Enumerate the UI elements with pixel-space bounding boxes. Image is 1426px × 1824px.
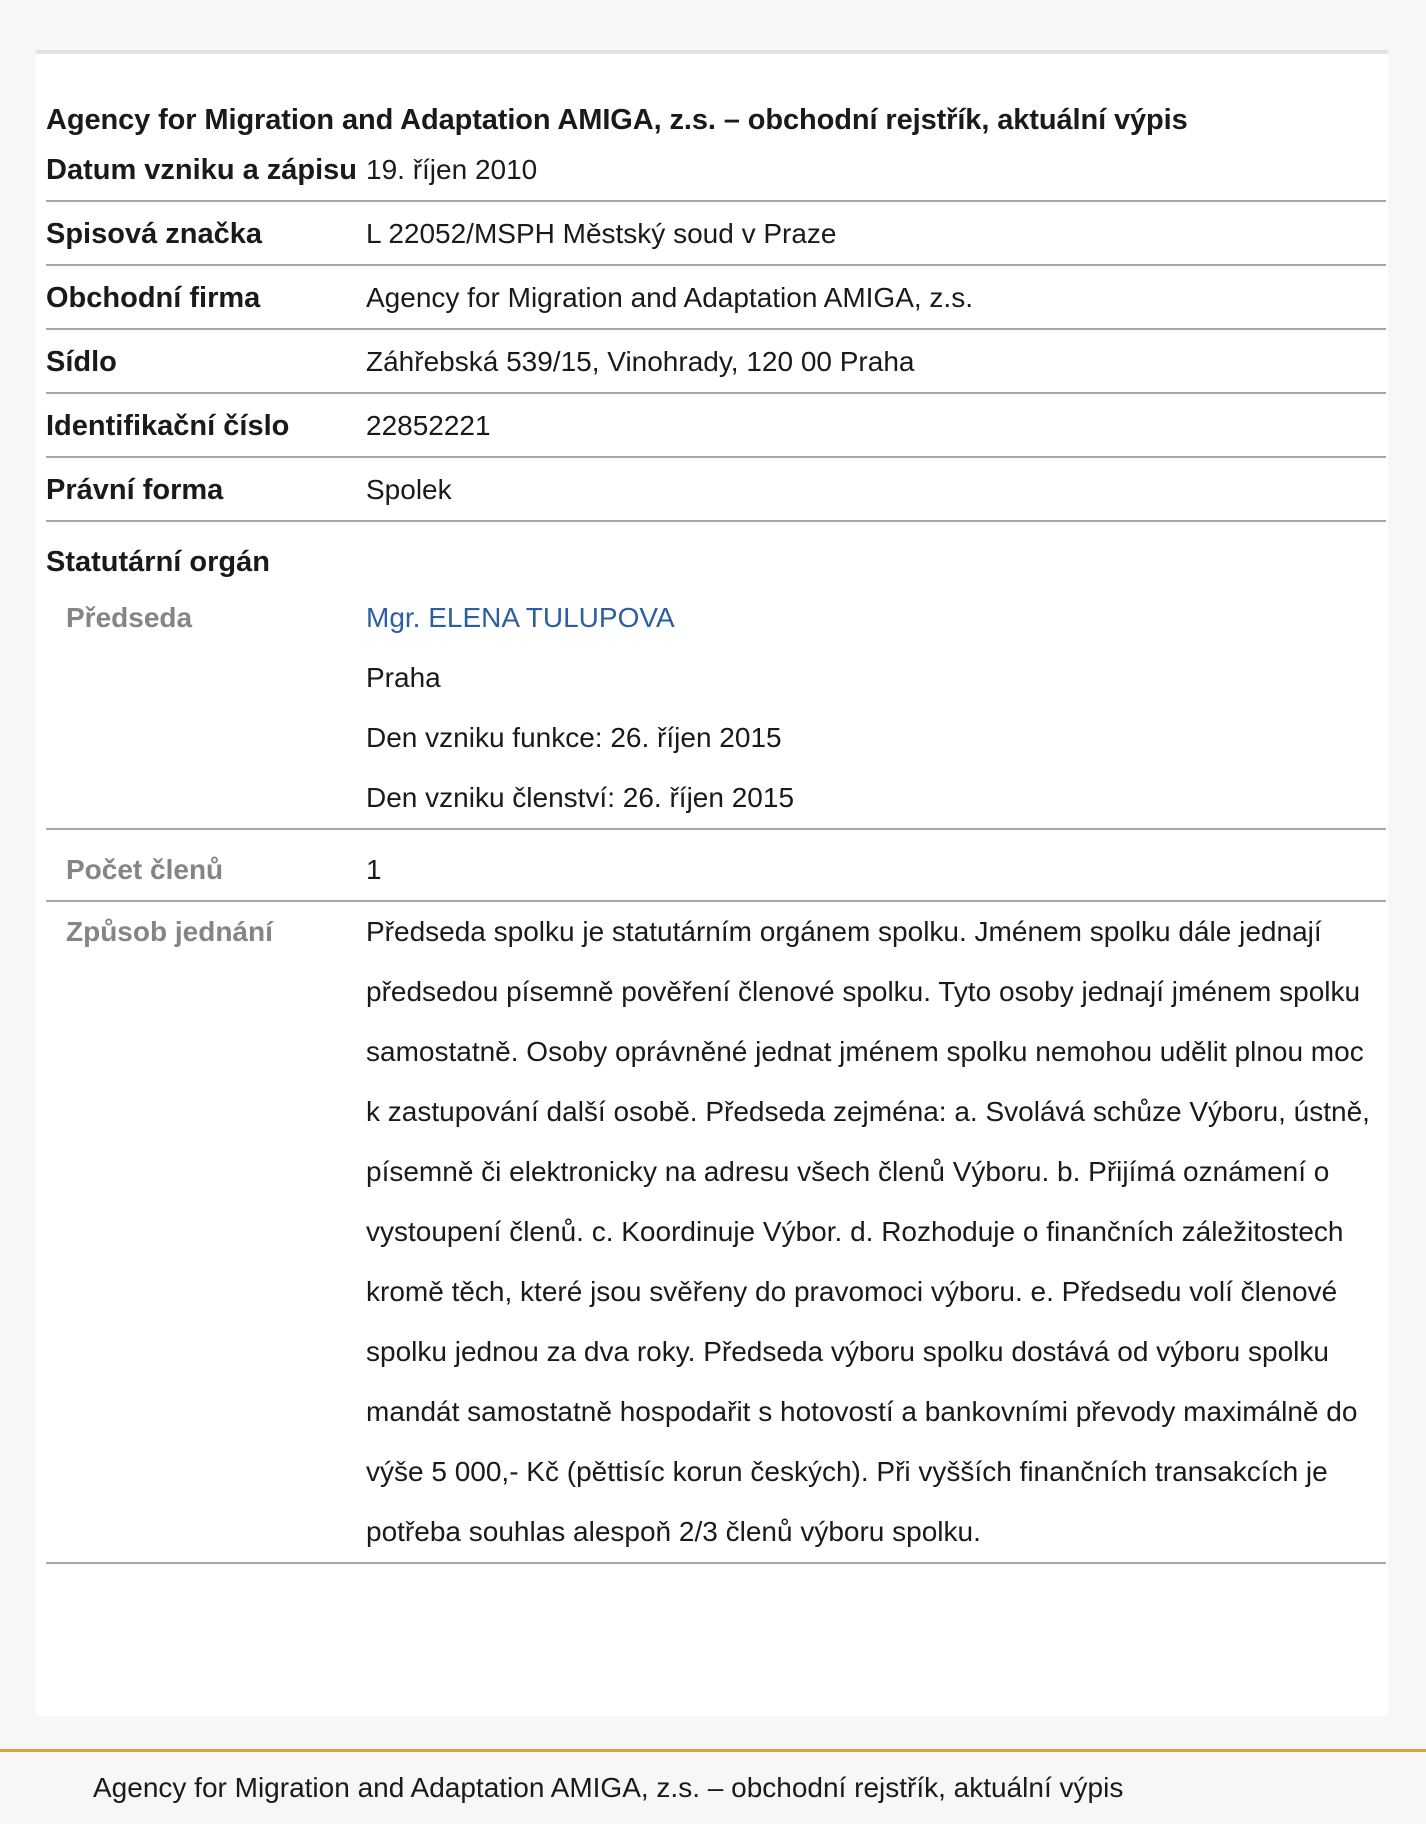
- member-count-row: [46, 830, 1386, 902]
- field-row-id-number: [46, 394, 1386, 458]
- acting-manner-row: [46, 902, 1386, 1564]
- chair-membership-start: Den vzniku členství: 26. říjen 2015: [366, 782, 795, 813]
- field-label: Právní forma: [46, 474, 224, 506]
- field-row-file-number: [46, 202, 1386, 266]
- field-label: Obchodní firma: [46, 282, 261, 314]
- field-value: 19. říjen 2010: [366, 154, 538, 185]
- chair-label: Předseda: [66, 602, 193, 633]
- field-value: Agency for Migration and Adaptation AMIGA, z.s.: [366, 282, 973, 313]
- footer-title: Agency for Migration and Adaptation AMIGA, z.s. – obchodní rejstřík, aktuální výpis: [93, 1772, 1124, 1803]
- chair-function-start: Den vzniku funkce: 26. říjen 2015: [366, 722, 782, 753]
- footer-divider: [0, 1749, 1426, 1752]
- acting-manner-text: Předseda spolku je statutárním orgánem spolku. Jménem spolku dále jednají předsedou písemně pověření členové spolku. Tyto osoby jednají jménem spolku samostatně. Osoby oprávněné jednat jménem spolku nemohou udělit plnou moc k zastupování další osobě. Předseda zejména: a. Svolává schůze Výboru, ústně, písemně či elektronicky na adresu všech členů Výboru. b. Přijímá oznámení o vystoupení členů. c. Koordinuje Výbor. d. Rozhoduje o finančních záležitostech kromě těch, které jsou svěřeny do pravomoci výboru. e. Předsedu volí členové spolku jednou za dva roky. Předseda výboru spolku dostává od výboru spolku mandát samostatně hospodařit s hotovostí a bankovními převody maximálně do výše 5 000,- Kč (pěttisíc korun českých). Při vyšších finančních transakcích je potřeba souhlas alespoň 2/3 členů výboru spolku.: [366, 916, 1370, 1547]
- chair-name-link[interactable]: Mgr. ELENA TULUPOVA: [366, 602, 675, 633]
- record-content: [46, 54, 1386, 1564]
- member-count-value: 1: [366, 854, 382, 885]
- field-row-founding-date: [46, 140, 1386, 202]
- statutory-body-heading: Statutární orgán: [46, 546, 270, 578]
- page-title: Agency for Migration and Adaptation AMIGA, z.s. – obchodní rejstřík, aktuální výpis: [46, 104, 1188, 136]
- acting-manner-label: Způsob jednání: [66, 916, 273, 947]
- field-label: Spisová značka: [46, 218, 262, 250]
- member-count-label: Počet členů: [66, 854, 224, 885]
- field-value: Spolek: [366, 474, 452, 505]
- field-row-business-name: [46, 266, 1386, 330]
- chair-details: [366, 588, 1386, 828]
- field-label: Datum vzniku a zápisu: [46, 154, 358, 186]
- record-card: [36, 50, 1388, 1716]
- field-row-legal-form: [46, 458, 1386, 522]
- field-value: Záhřebská 539/15, Vinohrady, 120 00 Praha: [366, 346, 915, 377]
- field-value: 22852221: [366, 410, 491, 441]
- chair-row: [46, 588, 1386, 830]
- field-label: Identifikační číslo: [46, 410, 290, 442]
- field-label: Sídlo: [46, 346, 117, 378]
- field-value: L 22052/MSPH Městský soud v Praze: [366, 218, 837, 249]
- chair-city: Praha: [366, 662, 441, 693]
- field-row-seat: [46, 330, 1386, 394]
